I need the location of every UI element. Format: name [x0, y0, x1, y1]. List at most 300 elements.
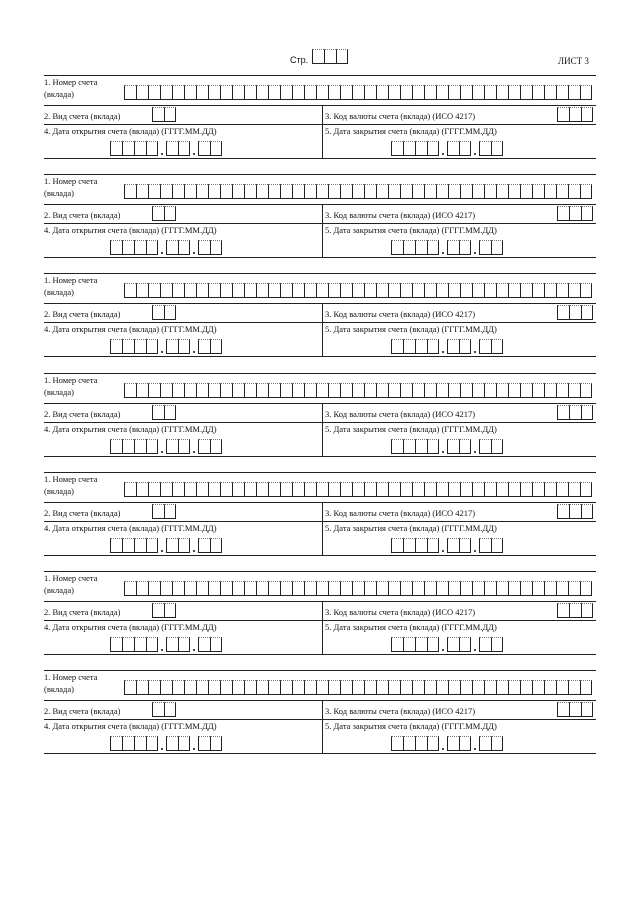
close-date-year-cell[interactable] — [403, 339, 415, 354]
close-date-year-cell[interactable] — [415, 637, 427, 652]
account-number-cell[interactable] — [316, 85, 328, 100]
close-date-month-cell[interactable] — [447, 538, 459, 553]
close-date-boxes[interactable] — [391, 637, 503, 652]
account-number-cell[interactable] — [304, 383, 316, 398]
account-number-cell[interactable] — [208, 581, 220, 596]
account-number-cell[interactable] — [424, 283, 436, 298]
account-number-cell[interactable] — [508, 581, 520, 596]
account-number-cell[interactable] — [244, 184, 256, 199]
account-number-boxes[interactable] — [124, 85, 592, 100]
close-date-year-cell[interactable] — [427, 240, 439, 255]
open-date-boxes[interactable] — [110, 439, 222, 454]
currency-code-cell[interactable] — [557, 702, 569, 717]
account-number-cell[interactable] — [292, 85, 304, 100]
account-number-cell[interactable] — [280, 85, 292, 100]
account-number-cell[interactable] — [184, 383, 196, 398]
open-date-year-cell[interactable] — [122, 538, 134, 553]
open-date-year-cell[interactable] — [146, 240, 158, 255]
open-date-month-cell[interactable] — [178, 736, 190, 751]
account-number-cell[interactable] — [484, 85, 496, 100]
account-number-cell[interactable] — [208, 482, 220, 497]
open-date-month-cell[interactable] — [166, 439, 178, 454]
open-date-year-cell[interactable] — [110, 141, 122, 156]
account-number-cell[interactable] — [460, 184, 472, 199]
account-number-cell[interactable] — [172, 283, 184, 298]
account-number-cell[interactable] — [340, 184, 352, 199]
close-date-year-cell[interactable] — [415, 141, 427, 156]
open-date-day-cell[interactable] — [210, 240, 222, 255]
account-number-boxes[interactable] — [124, 680, 592, 695]
close-date-year-cell[interactable] — [391, 339, 403, 354]
currency-code-cell[interactable] — [569, 702, 581, 717]
account-number-cell[interactable] — [256, 283, 268, 298]
account-number-cell[interactable] — [364, 383, 376, 398]
account-type-boxes[interactable] — [152, 603, 176, 618]
account-type-cell[interactable] — [164, 206, 176, 221]
account-number-cell[interactable] — [280, 680, 292, 695]
account-number-cell[interactable] — [580, 85, 592, 100]
account-number-cell[interactable] — [376, 283, 388, 298]
close-date-year-cell[interactable] — [427, 339, 439, 354]
currency-code-cell[interactable] — [581, 405, 593, 420]
open-date-boxes[interactable] — [110, 240, 222, 255]
account-number-cell[interactable] — [436, 283, 448, 298]
open-date-year-cell[interactable] — [134, 637, 146, 652]
account-type-cell[interactable] — [152, 702, 164, 717]
account-number-cell[interactable] — [472, 383, 484, 398]
account-number-cell[interactable] — [256, 680, 268, 695]
account-number-cell[interactable] — [376, 680, 388, 695]
close-date-boxes[interactable] — [391, 736, 503, 751]
account-number-cell[interactable] — [256, 581, 268, 596]
account-number-cell[interactable] — [208, 85, 220, 100]
account-number-cell[interactable] — [364, 184, 376, 199]
account-number-cell[interactable] — [532, 184, 544, 199]
account-number-cell[interactable] — [268, 85, 280, 100]
account-number-cell[interactable] — [556, 283, 568, 298]
close-date-month-cell[interactable] — [459, 637, 471, 652]
account-number-cell[interactable] — [136, 383, 148, 398]
open-date-year-cell[interactable] — [146, 141, 158, 156]
account-number-cell[interactable] — [208, 383, 220, 398]
account-number-cell[interactable] — [232, 680, 244, 695]
account-number-cell[interactable] — [124, 184, 136, 199]
account-number-cell[interactable] — [496, 482, 508, 497]
account-number-cell[interactable] — [364, 85, 376, 100]
currency-code-boxes[interactable] — [557, 206, 593, 221]
open-date-day-cell[interactable] — [198, 736, 210, 751]
account-number-cell[interactable] — [172, 184, 184, 199]
account-number-cell[interactable] — [580, 283, 592, 298]
account-number-cell[interactable] — [148, 680, 160, 695]
account-type-cell[interactable] — [152, 504, 164, 519]
account-type-cell[interactable] — [164, 107, 176, 122]
close-date-year-cell[interactable] — [403, 538, 415, 553]
account-number-cell[interactable] — [148, 581, 160, 596]
account-number-cell[interactable] — [424, 482, 436, 497]
account-number-cell[interactable] — [556, 184, 568, 199]
account-number-cell[interactable] — [448, 680, 460, 695]
close-date-year-cell[interactable] — [415, 736, 427, 751]
account-number-cell[interactable] — [220, 680, 232, 695]
account-number-cell[interactable] — [364, 680, 376, 695]
account-number-cell[interactable] — [520, 581, 532, 596]
account-number-cell[interactable] — [568, 283, 580, 298]
account-number-cell[interactable] — [280, 283, 292, 298]
account-number-cell[interactable] — [292, 680, 304, 695]
open-date-year-cell[interactable] — [110, 538, 122, 553]
account-number-cell[interactable] — [232, 85, 244, 100]
account-number-cell[interactable] — [376, 85, 388, 100]
open-date-year-cell[interactable] — [146, 736, 158, 751]
currency-code-cell[interactable] — [569, 405, 581, 420]
account-number-cell[interactable] — [532, 482, 544, 497]
currency-code-cell[interactable] — [581, 206, 593, 221]
account-number-cell[interactable] — [136, 85, 148, 100]
account-number-cell[interactable] — [556, 680, 568, 695]
account-type-cell[interactable] — [152, 305, 164, 320]
account-type-boxes[interactable] — [152, 702, 176, 717]
account-number-cell[interactable] — [208, 680, 220, 695]
account-number-cell[interactable] — [352, 383, 364, 398]
account-number-cell[interactable] — [268, 383, 280, 398]
account-number-cell[interactable] — [148, 482, 160, 497]
open-date-year-cell[interactable] — [146, 339, 158, 354]
close-date-day-cell[interactable] — [491, 240, 503, 255]
close-date-month-cell[interactable] — [459, 141, 471, 156]
close-date-day-cell[interactable] — [479, 736, 491, 751]
account-number-cell[interactable] — [544, 283, 556, 298]
account-number-cell[interactable] — [244, 680, 256, 695]
account-number-cell[interactable] — [268, 482, 280, 497]
account-number-cell[interactable] — [376, 184, 388, 199]
close-date-year-cell[interactable] — [427, 637, 439, 652]
account-number-cell[interactable] — [280, 581, 292, 596]
account-number-cell[interactable] — [484, 581, 496, 596]
account-number-cell[interactable] — [424, 383, 436, 398]
account-number-cell[interactable] — [196, 184, 208, 199]
close-date-boxes[interactable] — [391, 141, 503, 156]
account-number-cell[interactable] — [436, 85, 448, 100]
close-date-year-cell[interactable] — [427, 538, 439, 553]
account-number-cell[interactable] — [496, 85, 508, 100]
open-date-year-cell[interactable] — [134, 439, 146, 454]
account-number-cell[interactable] — [400, 283, 412, 298]
close-date-month-cell[interactable] — [447, 339, 459, 354]
open-date-month-cell[interactable] — [166, 339, 178, 354]
account-number-cell[interactable] — [340, 383, 352, 398]
account-number-cell[interactable] — [316, 283, 328, 298]
account-number-cell[interactable] — [520, 85, 532, 100]
account-number-cell[interactable] — [172, 85, 184, 100]
account-number-cell[interactable] — [580, 482, 592, 497]
account-number-cell[interactable] — [448, 184, 460, 199]
open-date-day-cell[interactable] — [198, 538, 210, 553]
currency-code-cell[interactable] — [569, 603, 581, 618]
account-number-cell[interactable] — [388, 482, 400, 497]
account-number-cell[interactable] — [484, 283, 496, 298]
account-number-cell[interactable] — [304, 680, 316, 695]
account-number-cell[interactable] — [232, 383, 244, 398]
account-number-cell[interactable] — [388, 581, 400, 596]
close-date-year-cell[interactable] — [403, 240, 415, 255]
account-number-cell[interactable] — [472, 283, 484, 298]
open-date-year-cell[interactable] — [122, 736, 134, 751]
account-number-cell[interactable] — [568, 383, 580, 398]
account-number-cell[interactable] — [220, 85, 232, 100]
page-number-boxes[interactable] — [312, 49, 348, 64]
account-number-cell[interactable] — [256, 184, 268, 199]
account-number-cell[interactable] — [412, 581, 424, 596]
account-number-cell[interactable] — [160, 85, 172, 100]
account-number-cell[interactable] — [328, 680, 340, 695]
open-date-year-cell[interactable] — [110, 736, 122, 751]
account-number-cell[interactable] — [484, 184, 496, 199]
account-number-cell[interactable] — [160, 482, 172, 497]
account-type-cell[interactable] — [164, 504, 176, 519]
currency-code-cell[interactable] — [557, 504, 569, 519]
open-date-boxes[interactable] — [110, 141, 222, 156]
open-date-day-cell[interactable] — [198, 339, 210, 354]
account-number-cell[interactable] — [520, 680, 532, 695]
account-number-cell[interactable] — [400, 581, 412, 596]
account-number-cell[interactable] — [580, 581, 592, 596]
account-number-cell[interactable] — [508, 680, 520, 695]
account-number-cell[interactable] — [316, 581, 328, 596]
account-type-cell[interactable] — [152, 206, 164, 221]
open-date-month-cell[interactable] — [166, 637, 178, 652]
currency-code-boxes[interactable] — [557, 405, 593, 420]
open-date-day-cell[interactable] — [198, 240, 210, 255]
account-number-cell[interactable] — [340, 85, 352, 100]
open-date-year-cell[interactable] — [122, 637, 134, 652]
close-date-month-cell[interactable] — [447, 141, 459, 156]
account-number-cell[interactable] — [376, 482, 388, 497]
open-date-year-cell[interactable] — [146, 538, 158, 553]
close-date-boxes[interactable] — [391, 339, 503, 354]
account-number-cell[interactable] — [292, 383, 304, 398]
account-number-cell[interactable] — [460, 383, 472, 398]
account-number-cell[interactable] — [376, 383, 388, 398]
account-number-cell[interactable] — [544, 184, 556, 199]
account-number-cell[interactable] — [568, 184, 580, 199]
open-date-year-cell[interactable] — [110, 439, 122, 454]
close-date-year-cell[interactable] — [391, 538, 403, 553]
account-number-cell[interactable] — [484, 383, 496, 398]
close-date-day-cell[interactable] — [491, 439, 503, 454]
account-number-cell[interactable] — [412, 383, 424, 398]
account-number-cell[interactable] — [388, 85, 400, 100]
account-number-cell[interactable] — [292, 482, 304, 497]
account-number-cell[interactable] — [496, 184, 508, 199]
close-date-year-cell[interactable] — [427, 141, 439, 156]
account-number-cell[interactable] — [544, 383, 556, 398]
account-number-cell[interactable] — [304, 85, 316, 100]
open-date-day-cell[interactable] — [210, 736, 222, 751]
account-number-cell[interactable] — [544, 680, 556, 695]
currency-code-boxes[interactable] — [557, 305, 593, 320]
currency-code-boxes[interactable] — [557, 107, 593, 122]
open-date-day-cell[interactable] — [210, 538, 222, 553]
account-number-cell[interactable] — [172, 680, 184, 695]
account-number-boxes[interactable] — [124, 383, 592, 398]
account-number-cell[interactable] — [424, 680, 436, 695]
account-type-cell[interactable] — [152, 107, 164, 122]
account-number-cell[interactable] — [520, 482, 532, 497]
account-type-cell[interactable] — [164, 702, 176, 717]
account-number-cell[interactable] — [244, 283, 256, 298]
account-number-cell[interactable] — [556, 482, 568, 497]
account-number-cell[interactable] — [508, 383, 520, 398]
account-type-cell[interactable] — [152, 603, 164, 618]
currency-code-cell[interactable] — [557, 206, 569, 221]
account-number-cell[interactable] — [400, 383, 412, 398]
account-number-cell[interactable] — [472, 680, 484, 695]
account-number-cell[interactable] — [472, 184, 484, 199]
account-number-boxes[interactable] — [124, 184, 592, 199]
account-number-cell[interactable] — [292, 283, 304, 298]
currency-code-cell[interactable] — [581, 504, 593, 519]
open-date-day-cell[interactable] — [198, 439, 210, 454]
currency-code-cell[interactable] — [581, 107, 593, 122]
account-number-cell[interactable] — [580, 383, 592, 398]
account-number-cell[interactable] — [328, 85, 340, 100]
account-number-cell[interactable] — [220, 581, 232, 596]
close-date-year-cell[interactable] — [391, 637, 403, 652]
account-number-boxes[interactable] — [124, 283, 592, 298]
account-number-cell[interactable] — [124, 283, 136, 298]
account-number-cell[interactable] — [436, 680, 448, 695]
close-date-year-cell[interactable] — [403, 637, 415, 652]
close-date-month-cell[interactable] — [459, 339, 471, 354]
account-type-cell[interactable] — [164, 603, 176, 618]
account-number-cell[interactable] — [508, 482, 520, 497]
currency-code-cell[interactable] — [569, 305, 581, 320]
open-date-day-cell[interactable] — [210, 141, 222, 156]
account-type-cell[interactable] — [164, 405, 176, 420]
account-type-boxes[interactable] — [152, 107, 176, 122]
currency-code-cell[interactable] — [569, 504, 581, 519]
open-date-year-cell[interactable] — [134, 240, 146, 255]
account-number-cell[interactable] — [340, 581, 352, 596]
currency-code-cell[interactable] — [557, 405, 569, 420]
open-date-day-cell[interactable] — [198, 637, 210, 652]
account-number-cell[interactable] — [424, 184, 436, 199]
account-number-cell[interactable] — [532, 581, 544, 596]
account-number-cell[interactable] — [304, 184, 316, 199]
account-type-boxes[interactable] — [152, 405, 176, 420]
account-number-cell[interactable] — [136, 184, 148, 199]
account-number-cell[interactable] — [436, 383, 448, 398]
account-number-cell[interactable] — [412, 184, 424, 199]
open-date-year-cell[interactable] — [122, 240, 134, 255]
close-date-month-cell[interactable] — [459, 439, 471, 454]
close-date-year-cell[interactable] — [391, 240, 403, 255]
close-date-day-cell[interactable] — [491, 141, 503, 156]
account-number-cell[interactable] — [124, 581, 136, 596]
account-number-cell[interactable] — [544, 581, 556, 596]
close-date-year-cell[interactable] — [403, 439, 415, 454]
account-number-cell[interactable] — [328, 184, 340, 199]
account-number-cell[interactable] — [124, 680, 136, 695]
account-number-cell[interactable] — [472, 85, 484, 100]
account-number-cell[interactable] — [316, 184, 328, 199]
account-number-cell[interactable] — [184, 85, 196, 100]
account-number-cell[interactable] — [124, 383, 136, 398]
close-date-month-cell[interactable] — [459, 538, 471, 553]
account-number-cell[interactable] — [196, 680, 208, 695]
account-number-cell[interactable] — [412, 283, 424, 298]
account-number-cell[interactable] — [376, 581, 388, 596]
account-number-cell[interactable] — [364, 482, 376, 497]
account-number-cell[interactable] — [268, 184, 280, 199]
account-number-cell[interactable] — [196, 581, 208, 596]
currency-code-cell[interactable] — [581, 603, 593, 618]
account-number-cell[interactable] — [424, 581, 436, 596]
account-number-boxes[interactable] — [124, 581, 592, 596]
account-type-boxes[interactable] — [152, 305, 176, 320]
close-date-month-cell[interactable] — [447, 736, 459, 751]
account-number-cell[interactable] — [388, 283, 400, 298]
open-date-boxes[interactable] — [110, 538, 222, 553]
open-date-year-cell[interactable] — [122, 339, 134, 354]
account-number-cell[interactable] — [172, 482, 184, 497]
account-number-cell[interactable] — [364, 283, 376, 298]
open-date-day-cell[interactable] — [210, 637, 222, 652]
account-number-cell[interactable] — [436, 482, 448, 497]
account-number-cell[interactable] — [244, 383, 256, 398]
close-date-year-cell[interactable] — [427, 439, 439, 454]
account-number-cell[interactable] — [400, 680, 412, 695]
account-number-boxes[interactable] — [124, 482, 592, 497]
open-date-year-cell[interactable] — [110, 240, 122, 255]
account-number-cell[interactable] — [400, 482, 412, 497]
account-number-cell[interactable] — [220, 283, 232, 298]
account-number-cell[interactable] — [568, 85, 580, 100]
currency-code-cell[interactable] — [581, 305, 593, 320]
account-number-cell[interactable] — [256, 482, 268, 497]
account-number-cell[interactable] — [256, 85, 268, 100]
account-number-cell[interactable] — [220, 184, 232, 199]
account-number-cell[interactable] — [532, 85, 544, 100]
account-number-cell[interactable] — [568, 581, 580, 596]
close-date-day-cell[interactable] — [479, 439, 491, 454]
account-number-cell[interactable] — [520, 383, 532, 398]
account-number-cell[interactable] — [304, 283, 316, 298]
account-number-cell[interactable] — [148, 283, 160, 298]
open-date-month-cell[interactable] — [166, 538, 178, 553]
open-date-year-cell[interactable] — [134, 141, 146, 156]
account-number-cell[interactable] — [568, 482, 580, 497]
account-number-cell[interactable] — [328, 482, 340, 497]
close-date-month-cell[interactable] — [447, 240, 459, 255]
account-number-cell[interactable] — [484, 482, 496, 497]
account-number-cell[interactable] — [232, 581, 244, 596]
open-date-year-cell[interactable] — [146, 439, 158, 454]
account-number-cell[interactable] — [328, 283, 340, 298]
currency-code-boxes[interactable] — [557, 603, 593, 618]
account-number-cell[interactable] — [196, 283, 208, 298]
account-number-cell[interactable] — [580, 184, 592, 199]
account-number-cell[interactable] — [532, 383, 544, 398]
account-number-cell[interactable] — [280, 482, 292, 497]
account-number-cell[interactable] — [184, 184, 196, 199]
account-number-cell[interactable] — [448, 482, 460, 497]
account-number-cell[interactable] — [124, 482, 136, 497]
account-number-cell[interactable] — [232, 184, 244, 199]
account-number-cell[interactable] — [556, 383, 568, 398]
account-number-cell[interactable] — [544, 482, 556, 497]
